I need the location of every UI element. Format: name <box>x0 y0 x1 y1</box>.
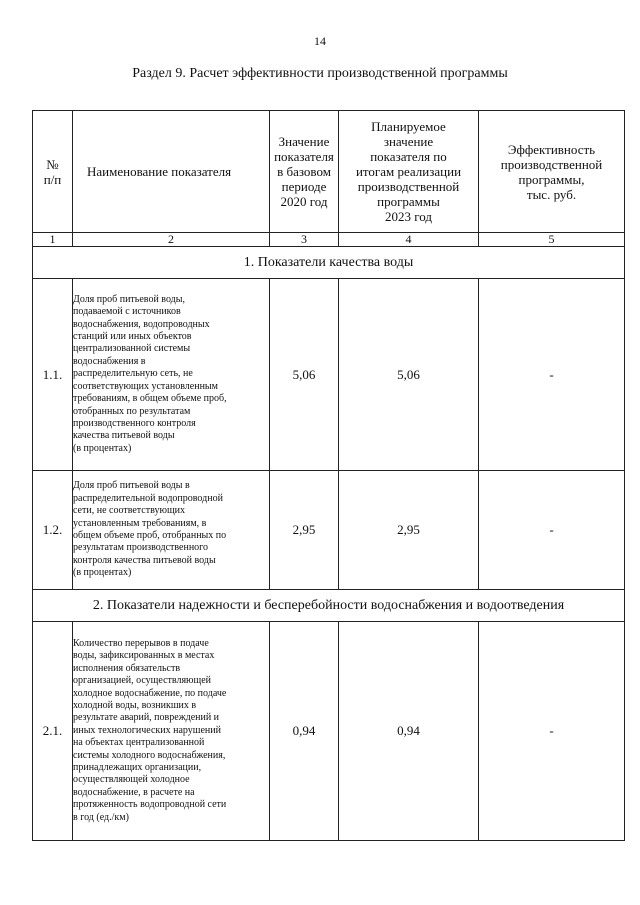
column-number: 5 <box>479 233 625 247</box>
efficiency-value: - <box>479 279 625 471</box>
row-number: 1.2. <box>33 471 73 590</box>
row-description: Доля проб питьевой воды, подаваемой с источников водоснабжения, водопроводных станций или иных объектов централизованной системы водоснабжения в распределительную сеть, не соответствующих установленным требованиям, в общем объеме проб, отобранных по результатам производственного контроля качества питьевой воды (в процентах) <box>73 279 270 471</box>
header-planned-value: Планируемое значение показателя по итогам реализации производственной программы 2023 год <box>339 111 479 233</box>
efficiency-value: - <box>479 471 625 590</box>
planned-value: 0,94 <box>339 622 479 841</box>
efficiency-value: - <box>479 622 625 841</box>
group-header-row <box>33 247 625 279</box>
row-description: Доля проб питьевой воды в распределительной водопроводной сети, не соответствующих установленным требованиям, в общем объеме проб, отобранных по результатам производственного контроля качества питьевой воды (в процентах) <box>73 471 270 590</box>
base-value: 0,94 <box>270 622 339 841</box>
header-base-value: Значение показателя в базовом периоде 2020 год <box>270 111 339 233</box>
row-number: 2.1. <box>33 622 73 841</box>
column-number: 1 <box>33 233 73 247</box>
table-row <box>33 471 625 590</box>
header-efficiency: Эффективность производственной программы, тыс. руб. <box>479 111 625 233</box>
group-header-row <box>33 590 625 622</box>
planned-value: 5,06 <box>339 279 479 471</box>
header-num: № п/п <box>33 111 73 233</box>
row-number: 1.1. <box>33 279 73 471</box>
table-row <box>33 622 625 841</box>
column-number: 3 <box>270 233 339 247</box>
page-number: 14 <box>314 34 326 48</box>
planned-value: 2,95 <box>339 471 479 590</box>
column-number-row <box>33 233 625 247</box>
base-value: 5,06 <box>270 279 339 471</box>
header-name: Наименование показателя <box>73 111 270 233</box>
column-number: 4 <box>339 233 479 247</box>
base-value: 2,95 <box>270 471 339 590</box>
table-row <box>33 279 625 471</box>
group-title: 1. Показатели качества воды <box>33 247 625 279</box>
table-header-row <box>33 111 625 233</box>
group-title: 2. Показатели надежности и бесперебойности водоснабжения и водоотведения <box>33 590 625 622</box>
column-number: 2 <box>73 233 270 247</box>
row-description: Количество перерывов в подаче воды, зафиксированных в местах исполнения обязательств организацией, осуществляющей холодное водоснабжение, по подаче холодной воды, возникших в результате аварий, повреждений и иных технологических нарушений на объектах централизованной системы холодного водоснабжения, принадлежащих организации, осуществляющей холодное водоснабжение, в расчете на протяженность водопроводной сети в год (ед./км) <box>73 622 270 841</box>
efficiency-table <box>32 110 625 841</box>
section-title: Раздел 9. Расчет эффективности производственной программы <box>132 66 508 81</box>
